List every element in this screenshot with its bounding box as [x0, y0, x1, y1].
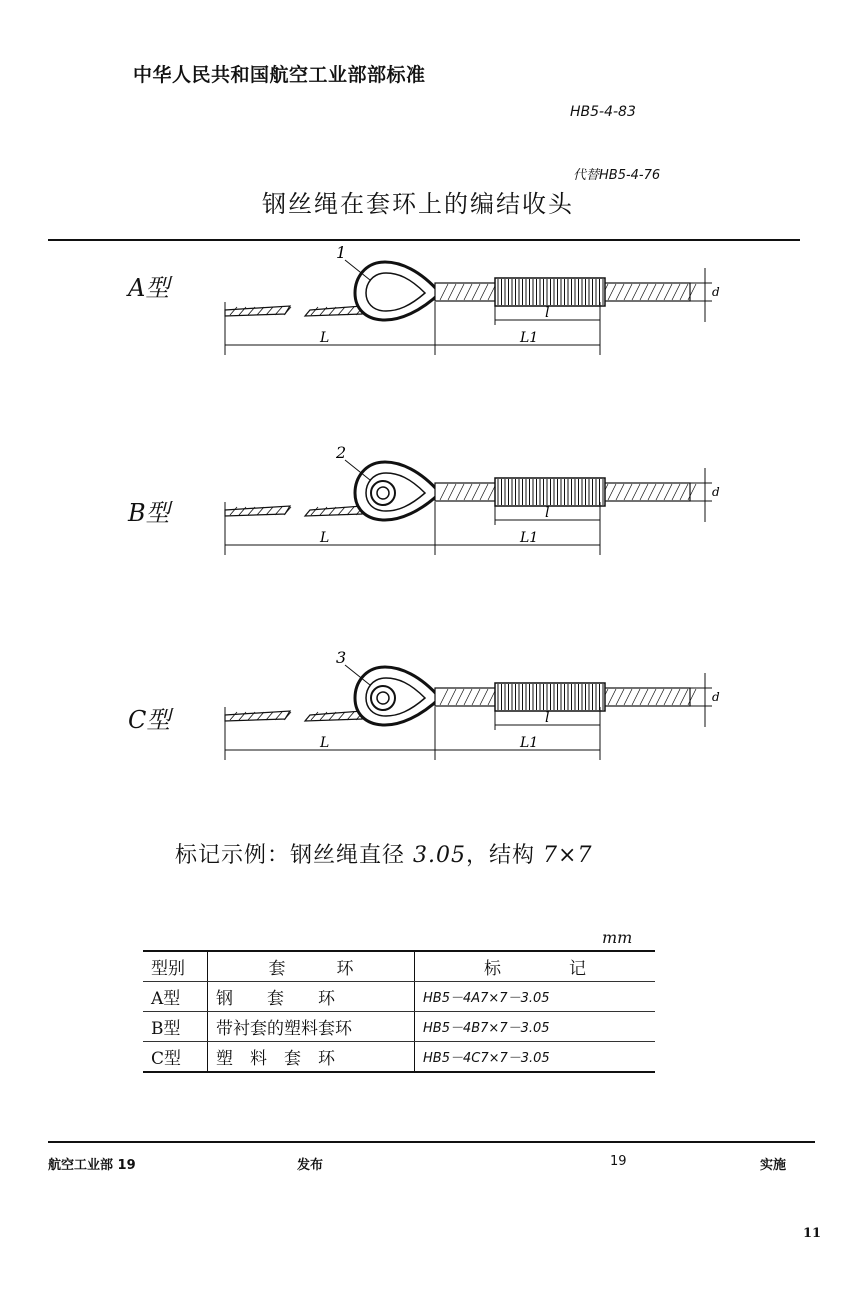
callout-number: 1 — [336, 243, 347, 262]
table-header-row — [143, 951, 655, 982]
type-b-label: B型 — [128, 499, 170, 527]
dim-l-label: l — [545, 305, 550, 321]
type-a-diagram — [0, 240, 868, 370]
type-a-label: A型 — [128, 274, 170, 302]
cell-thimble: 塑 料 套 环 — [208, 1042, 415, 1073]
cell-marking: HB5－4B7×7－3.05 — [415, 1012, 656, 1042]
header-thimble: 套 环 — [208, 951, 415, 982]
header-marking: 标 记 — [415, 951, 656, 982]
type-c-diagram — [0, 645, 868, 775]
marking-structure-label: ，结构 — [466, 843, 536, 868]
table-row — [143, 982, 655, 1012]
cell-type: C型 — [143, 1042, 208, 1073]
dim-L-label: L — [320, 735, 330, 751]
footer-implemented: 实施 — [760, 1158, 787, 1173]
type-b-diagram — [0, 440, 868, 570]
cell-marking: HB5－4C7×7－3.05 — [415, 1042, 656, 1073]
marking-structure: 7×7 — [543, 843, 593, 868]
cell-type: A型 — [143, 982, 208, 1012]
dim-d-label: d — [712, 285, 720, 299]
cell-marking: HB5－4A7×7－3.05 — [415, 982, 656, 1012]
footer-issuer: 航空工业部 19 — [48, 1158, 136, 1173]
marking-table — [143, 950, 655, 1073]
dim-L-label: L — [320, 530, 330, 546]
table-unit: mm — [602, 928, 633, 947]
cell-thimble: 钢 套 环 — [208, 982, 415, 1012]
footer-issued: 发布 — [297, 1158, 324, 1173]
type-c-label: C型 — [128, 706, 171, 734]
dim-L-label: L — [320, 330, 330, 346]
organization-header: 中华人民共和国航空工业部部标准 — [133, 64, 426, 86]
document-title: 钢丝绳在套环上的编结收头 — [262, 190, 574, 218]
cell-thimble: 带衬套的塑料套环 — [208, 1012, 415, 1042]
dim-L1-label: L1 — [520, 530, 539, 546]
standard-code: HB5-4-83 — [570, 104, 636, 120]
marking-diameter: 3.05 — [413, 843, 466, 868]
dim-l-label: l — [545, 505, 550, 521]
dim-d-label: d — [712, 485, 720, 499]
table-row — [143, 1012, 655, 1042]
table-row — [143, 1042, 655, 1073]
dim-l-label: l — [545, 710, 550, 726]
dim-L1-label: L1 — [520, 735, 539, 751]
page-number: 11 — [803, 1226, 822, 1241]
callout-number: 3 — [336, 648, 347, 667]
thimble — [355, 462, 440, 520]
dim-d-label: d — [712, 690, 720, 704]
footer-year: 19 — [610, 1154, 627, 1169]
marking-label: 标记示例：钢丝绳直径 — [175, 843, 406, 868]
marking-example — [175, 838, 592, 869]
dim-L1-label: L1 — [520, 330, 539, 346]
thimble — [355, 667, 440, 725]
footer-rule — [48, 1141, 815, 1143]
callout-number: 2 — [336, 443, 347, 462]
header-type: 型别 — [143, 951, 208, 982]
cell-type: B型 — [143, 1012, 208, 1042]
thimble — [355, 262, 440, 320]
replaces-code: 代替HB5-4-76 — [573, 168, 661, 183]
